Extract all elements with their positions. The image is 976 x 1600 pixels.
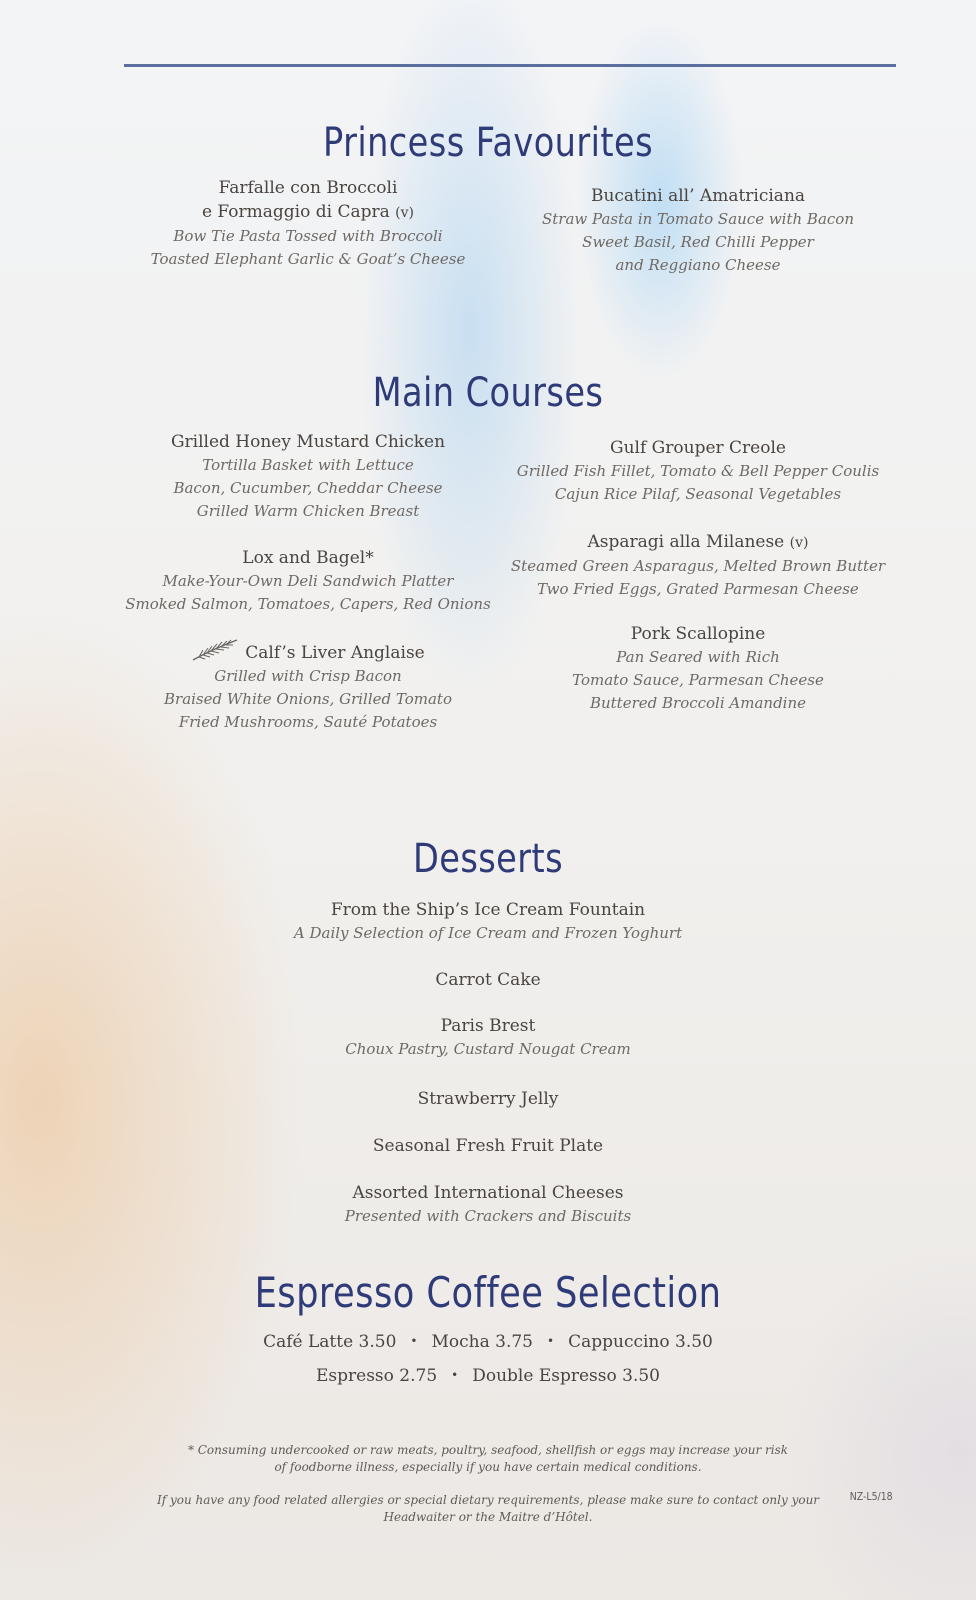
favourite-item-right (498, 184, 898, 277)
item-desc: Grilled Warm Chicken Breast (196, 502, 420, 520)
item-name: Lox and Bagel* (242, 548, 374, 568)
item-desc: Make-Your-Own Deli Sandwich Platter (162, 572, 454, 590)
main-item-left-1 (108, 546, 508, 616)
item-desc: Cajun Rice Pilaf, Seasonal Vegetables (554, 485, 842, 503)
section-title-coffee: Espresso Coffee Selection (254, 1268, 722, 1317)
coffee-price: Café Latte 3.50 (263, 1332, 397, 1352)
main-item-left-2 (108, 638, 508, 734)
item-desc: Bacon, Cucumber, Cheddar Cheese (173, 479, 443, 497)
item-name: Bucatini all’ Amatriciana (590, 186, 806, 206)
item-desc: Straw Pasta in Tomato Sauce with Bacon (542, 210, 854, 228)
item-desc: Smoked Salmon, Tomatoes, Capers, Red Onions (125, 595, 491, 613)
item-name: Pork Scallopine (630, 624, 766, 644)
dessert-item-1 (0, 968, 976, 992)
item-desc: Steamed Green Asparagus, Melted Brown Butter (510, 557, 886, 575)
main-item-right-0 (498, 436, 898, 506)
item-desc: Pan Seared with Rich (616, 648, 780, 666)
coffee-price: Double Espresso 3.50 (472, 1366, 660, 1386)
note-line: * Consuming undercooked or raw meats, poultry, seafood, shellfish or eggs may increase your risk (187, 1443, 789, 1457)
item-desc: Toasted Elephant Garlic & Goat’s Cheese (150, 250, 466, 268)
item-desc: A Daily Selection of Ice Cream and Frozen Yoghurt (293, 924, 683, 942)
item-name: Asparagi alla Milanese (v) (587, 532, 809, 552)
item-desc: and Reggiano Cheese (615, 256, 781, 274)
item-name-line2: e Formaggio di Capra (v) (201, 202, 415, 222)
note-line: If you have any food related allergies or special dietary requirements, please make sure to contact only your (156, 1493, 820, 1507)
item-name: Seasonal Fresh Fruit Plate (372, 1136, 604, 1156)
allergy-note-2 (0, 1492, 976, 1526)
item-name: Gulf Grouper Creole (610, 438, 786, 458)
item-name: Paris Brest (440, 1016, 536, 1036)
veg-marker: (v) (789, 535, 809, 551)
separator: • (547, 1334, 555, 1348)
item-name: Carrot Cake (435, 970, 541, 990)
item-desc: Presented with Crackers and Biscuits (344, 1207, 632, 1225)
item-name: Strawberry Jelly (417, 1089, 559, 1109)
coffee-price: Mocha 3.75 (431, 1332, 534, 1352)
dessert-item-3 (0, 1087, 976, 1111)
dessert-item-0 (0, 898, 976, 945)
item-desc: Fried Mushrooms, Sauté Potatoes (178, 713, 438, 731)
main-item-left-0 (108, 430, 508, 523)
item-desc: Sweet Basil, Red Chilli Pepper (582, 233, 814, 251)
item-desc: Grilled with Crisp Bacon (214, 667, 402, 685)
dessert-item-5 (0, 1181, 976, 1228)
section-title-favourites: Princess Favourites (322, 120, 653, 166)
separator: • (410, 1334, 418, 1348)
item-name: From the Ship’s Ice Cream Fountain (330, 900, 646, 920)
coffee-price: Cappuccino 3.50 (568, 1332, 713, 1352)
item-desc: Buttered Broccoli Amandine (589, 694, 807, 712)
item-desc: Grilled Fish Fillet, Tomato & Bell Pepper Coulis (516, 462, 880, 480)
allergy-note-1 (0, 1442, 976, 1476)
item-name-line1: Farfalle con Broccoli (218, 178, 398, 198)
section-title-mains: Main Courses (372, 370, 604, 416)
item-desc: Tomato Sauce, Parmesan Cheese (572, 671, 824, 689)
top-rule (124, 64, 896, 67)
item-name: Grilled Honey Mustard Chicken (170, 432, 446, 452)
dessert-item-2 (0, 1014, 976, 1061)
fern-icon (191, 638, 241, 662)
note-line: Headwaiter or the Maitre d’Hôtel. (383, 1510, 593, 1524)
main-item-right-2 (498, 622, 898, 715)
favourite-item-left (108, 176, 508, 271)
item-desc: Braised White Onions, Grilled Tomato (164, 690, 452, 708)
veg-marker: (v) (395, 205, 415, 221)
item-name: Assorted International Cheeses (352, 1183, 624, 1203)
item-desc: Two Fried Eggs, Grated Parmesan Cheese (537, 580, 859, 598)
coffee-row-1 (0, 1332, 976, 1352)
item-desc: Bow Tie Pasta Tossed with Broccoli (173, 227, 443, 245)
item-desc: Choux Pastry, Custard Nougat Cream (345, 1040, 631, 1058)
separator: • (451, 1368, 459, 1382)
menu-code: NZ-L5/18 (849, 1490, 893, 1503)
note-line: of foodborne illness, especially if you have certain medical conditions. (274, 1460, 702, 1474)
main-item-right-1 (498, 530, 898, 601)
coffee-price: Espresso 2.75 (316, 1366, 438, 1386)
item-name-with-icon: Calf’s Liver Anglaise (108, 638, 508, 665)
coffee-row-2 (0, 1366, 976, 1386)
dessert-item-4 (0, 1134, 976, 1158)
item-desc: Tortilla Basket with Lettuce (202, 456, 414, 474)
section-title-desserts: Desserts (412, 836, 564, 882)
